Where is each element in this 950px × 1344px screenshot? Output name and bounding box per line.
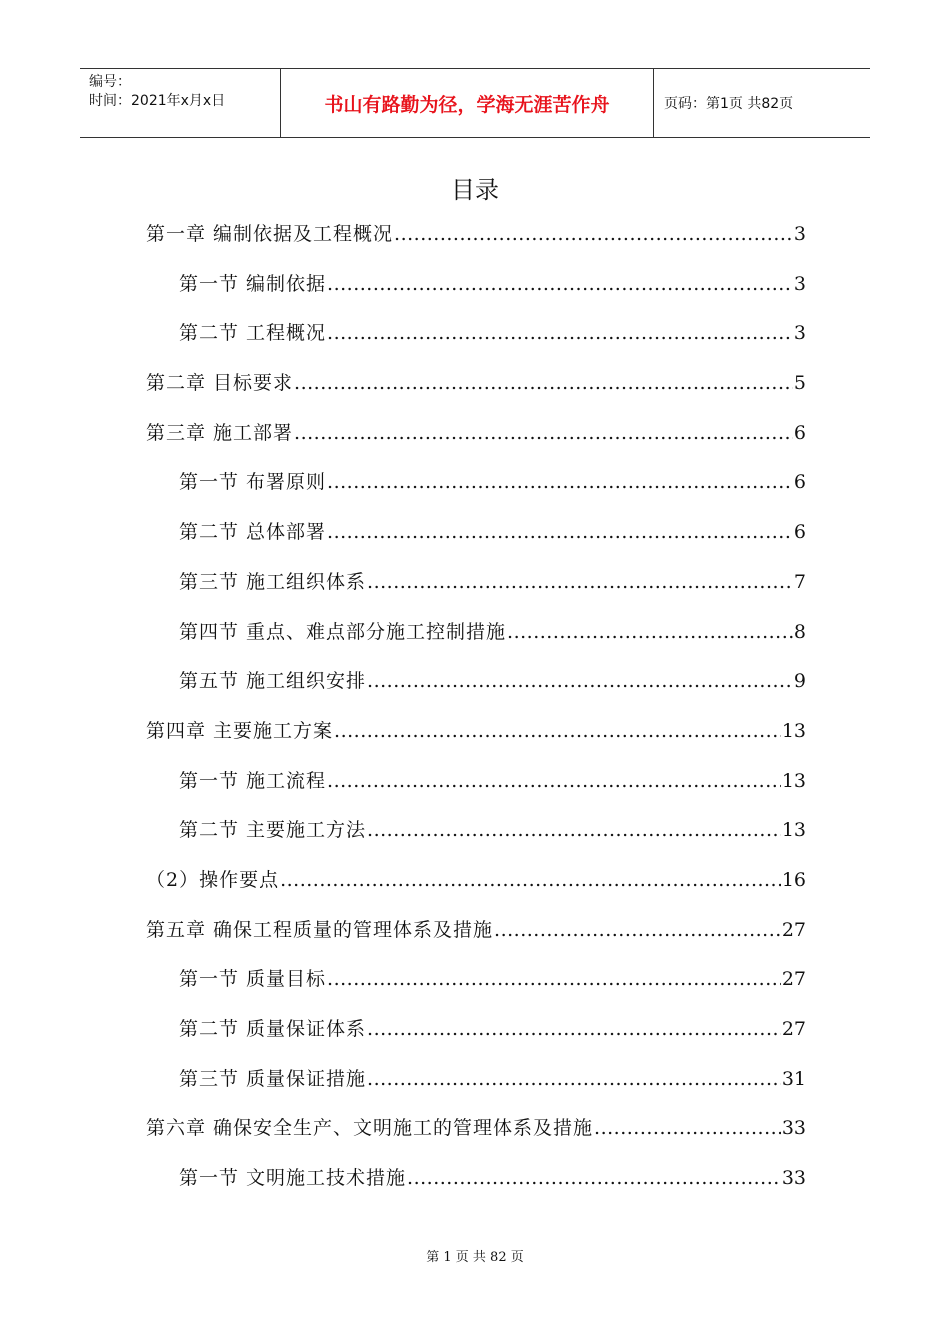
toc-entry[interactable] <box>146 1162 806 1212</box>
toc-entry[interactable] <box>146 218 806 268</box>
toc-entry[interactable] <box>146 814 806 864</box>
toc-entry[interactable] <box>146 317 806 367</box>
toc-title: 目录 <box>451 176 499 204</box>
toc-entry[interactable] <box>146 566 806 616</box>
page-footer: 第 1 页 共 82 页 <box>426 1250 524 1265</box>
toc-dot-leader <box>294 417 793 449</box>
toc-entry-page: 7 <box>793 570 806 593</box>
table-of-contents <box>146 218 806 1212</box>
toc-dot-leader <box>327 516 793 548</box>
toc-entry[interactable] <box>146 268 806 318</box>
toc-entry-page: 6 <box>793 471 806 494</box>
toc-entry-label: 第三章 施工部署 <box>146 421 294 444</box>
toc-entry-label: 第一节 施工流程 <box>179 769 327 792</box>
header-motto: 书山有路勤为径，学海无涯苦作舟 <box>324 93 610 116</box>
toc-entry-label: 第四节 重点、难点部分施工控制措施 <box>179 620 507 643</box>
toc-entry-page: 3 <box>793 223 806 245</box>
toc-entry[interactable] <box>146 466 806 516</box>
toc-entry[interactable] <box>146 914 806 964</box>
toc-dot-leader <box>507 616 793 648</box>
toc-entry-page: 5 <box>793 372 806 395</box>
toc-entry[interactable] <box>146 665 806 715</box>
toc-entry-label: （2）操作要点 <box>146 868 280 891</box>
toc-entry-page: 8 <box>793 620 806 643</box>
toc-dot-leader <box>394 218 793 250</box>
header-page-info: 页码：第1页 共82页 <box>664 96 794 112</box>
toc-entry-page: 27 <box>781 1018 806 1040</box>
toc-entry[interactable] <box>146 1063 806 1113</box>
document-number-label: 编号： <box>89 74 131 90</box>
toc-entry[interactable] <box>146 367 806 417</box>
toc-dot-leader <box>327 268 793 300</box>
toc-entry-label: 第一节 布署原则 <box>179 471 327 494</box>
toc-dot-leader <box>294 367 793 399</box>
toc-dot-leader <box>367 566 793 598</box>
toc-entry-label: 第五章 确保工程质量的管理体系及措施 <box>146 918 494 941</box>
toc-entry-page: 13 <box>781 819 806 842</box>
toc-entry-page: 3 <box>793 272 806 295</box>
toc-entry-label: 第二节 质量保证体系 <box>179 1018 367 1040</box>
page-header <box>80 68 870 138</box>
toc-entry-label: 第一章 编制依据及工程概况 <box>146 223 394 245</box>
toc-entry-page: 3 <box>793 322 806 345</box>
toc-dot-leader <box>367 1063 781 1095</box>
toc-dot-leader <box>327 963 781 995</box>
toc-dot-leader <box>407 1162 781 1194</box>
toc-dot-leader <box>280 864 781 896</box>
toc-entry[interactable] <box>146 765 806 815</box>
toc-entry[interactable] <box>146 1112 806 1162</box>
toc-entry-page: 13 <box>781 719 806 742</box>
header-meta <box>80 69 281 137</box>
toc-entry-label: 第一节 文明施工技术措施 <box>179 1167 407 1190</box>
toc-entry-label: 第一节 质量目标 <box>179 968 327 991</box>
toc-dot-leader <box>367 665 793 697</box>
toc-entry-label: 第六章 确保安全生产、文明施工的管理体系及措施 <box>146 1117 594 1140</box>
toc-dot-leader <box>327 765 781 797</box>
toc-dot-leader <box>367 814 781 846</box>
toc-entry-page: 33 <box>781 1167 806 1190</box>
toc-entry-label: 第二章 目标要求 <box>146 372 294 395</box>
toc-entry[interactable] <box>146 864 806 914</box>
toc-dot-leader <box>327 317 793 349</box>
toc-dot-leader <box>334 715 781 747</box>
toc-entry-page: 9 <box>793 670 806 693</box>
header-motto-cell <box>281 69 654 137</box>
toc-entry-label: 第二节 工程概况 <box>179 322 327 345</box>
toc-entry[interactable] <box>146 715 806 765</box>
toc-dot-leader <box>367 1013 781 1045</box>
toc-entry-page: 6 <box>793 421 806 444</box>
toc-entry-page: 13 <box>781 769 806 792</box>
toc-entry[interactable] <box>146 963 806 1013</box>
toc-entry-label: 第二节 总体部署 <box>179 521 327 544</box>
toc-entry[interactable] <box>146 1013 806 1063</box>
header-page-cell <box>654 69 870 137</box>
toc-entry-label: 第三节 施工组织体系 <box>179 570 367 593</box>
toc-entry-label: 第二节 主要施工方法 <box>179 819 367 842</box>
toc-entry-label: 第三节 质量保证措施 <box>179 1067 367 1090</box>
toc-entry-label: 第一节 编制依据 <box>179 272 327 295</box>
toc-entry-label: 第四章 主要施工方案 <box>146 719 334 742</box>
document-time-label: 时间：2021年x月x日 <box>89 93 226 109</box>
toc-entry-page: 27 <box>781 968 806 991</box>
toc-entry-page: 6 <box>793 521 806 544</box>
toc-entry-page: 27 <box>781 918 806 941</box>
toc-entry-label: 第五节 施工组织安排 <box>179 670 367 693</box>
toc-dot-leader <box>594 1112 781 1144</box>
toc-dot-leader <box>327 466 793 498</box>
toc-entry[interactable] <box>146 417 806 467</box>
toc-dot-leader <box>494 914 781 946</box>
toc-entry-page: 16 <box>781 868 806 891</box>
toc-entry-page: 31 <box>781 1067 806 1090</box>
toc-entry[interactable] <box>146 516 806 566</box>
toc-entry-page: 33 <box>781 1117 806 1140</box>
toc-entry[interactable] <box>146 616 806 666</box>
